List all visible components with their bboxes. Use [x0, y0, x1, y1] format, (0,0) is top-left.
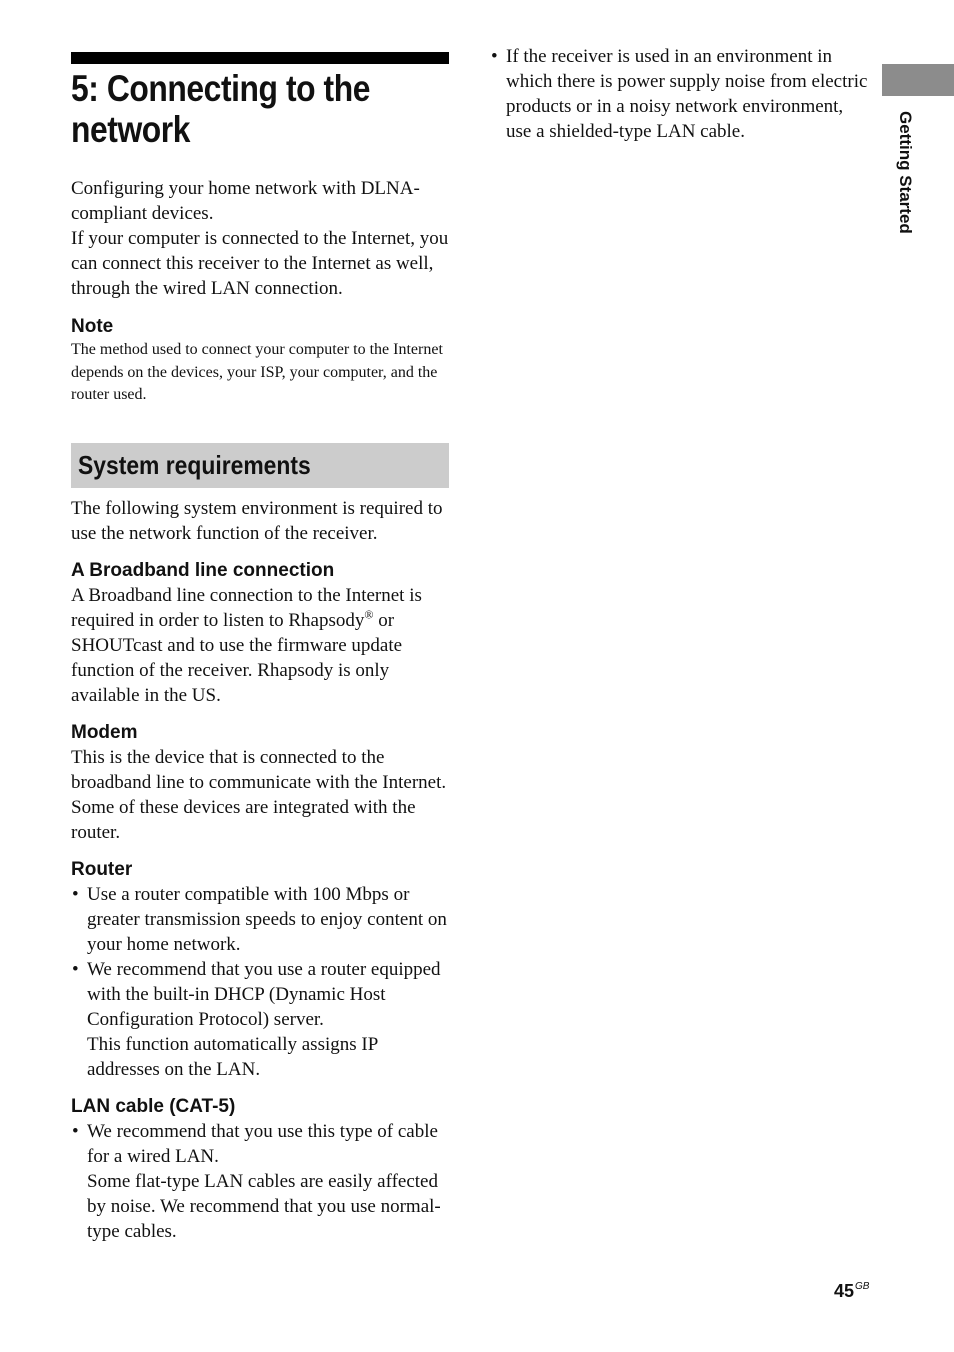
broadband-text — [71, 583, 449, 708]
section-header — [71, 443, 449, 488]
intro-block — [71, 176, 449, 301]
list-item-text: This function automatically assigns IP addresses on the LAN. — [87, 1033, 378, 1080]
section-title: System requirements — [78, 449, 311, 480]
list-item: • If the receiver is used in an environment in which there is power supply noise from electric products or in a noisy network environment, use a shielded-type LAN cable. — [490, 44, 870, 144]
list-item — [71, 1119, 449, 1244]
list-item — [71, 957, 449, 1082]
broadband-text-part: A Broadband line connection to the Internet is required in order to listen to Rhapsody — [71, 584, 422, 631]
list-item-text: Use a router compatible with 100 Mbps or greater transmission speeds to enjoy content on your home network. — [87, 883, 447, 955]
intro-paragraph: Configuring your home network with DLNA-compliant devices. — [71, 178, 420, 224]
modem-text: This is the device that is connected to the broadband line to communicate with the Internet. Some of these devices are integrated with the router. — [71, 746, 447, 843]
page-number-value: 45 — [834, 1281, 855, 1301]
list-item-text: Some flat-type LAN cables are easily affected by noise. We recommend that you use normal-type cables. — [87, 1170, 441, 1242]
intro-paragraph: If your computer is connected to the Internet, you can connect this receiver to the Internet as well, through the wired LAN connection. — [71, 228, 449, 299]
registered-mark: ® — [364, 607, 374, 622]
broadband-heading: A Broadband line connection — [71, 559, 335, 581]
page-number-suffix: GB — [855, 1281, 870, 1292]
lan-cable-list — [71, 1119, 449, 1244]
section-tab-marker — [882, 64, 954, 96]
modem-heading: Modem — [71, 721, 138, 743]
system-requirements-intro: The following system environment is required to use the network function of the receiver. — [71, 497, 443, 544]
right-column-list — [490, 44, 870, 144]
broadband-text-part: or SHOUTcast and to use the firmware update function of the receiver. Rhapsody is only available in the US. — [71, 609, 403, 706]
router-list — [71, 882, 449, 1082]
page-number — [834, 1281, 869, 1302]
lan-cable-heading: LAN cable (CAT-5) — [71, 1095, 236, 1117]
side-section-label: Getting Started — [896, 111, 915, 234]
router-heading: Router — [71, 858, 133, 880]
chapter-title-bar — [71, 52, 449, 64]
list-item-text: We recommend that you use a router equipped with the built-in DHCP (Dynamic Host Configuration Protocol) server. — [87, 958, 441, 1030]
list-item — [71, 882, 449, 957]
note-text: The method used to connect your computer to the Internet depends on the devices, your ISP, your computer, and the router used. — [71, 341, 443, 403]
right-column — [490, 44, 870, 144]
chapter-title: 5: Connecting to the network — [71, 68, 370, 150]
note-heading: Note — [71, 316, 114, 337]
list-item-text: We recommend that you use this type of cable for a wired LAN. — [87, 1120, 438, 1167]
left-column — [71, 52, 449, 1244]
